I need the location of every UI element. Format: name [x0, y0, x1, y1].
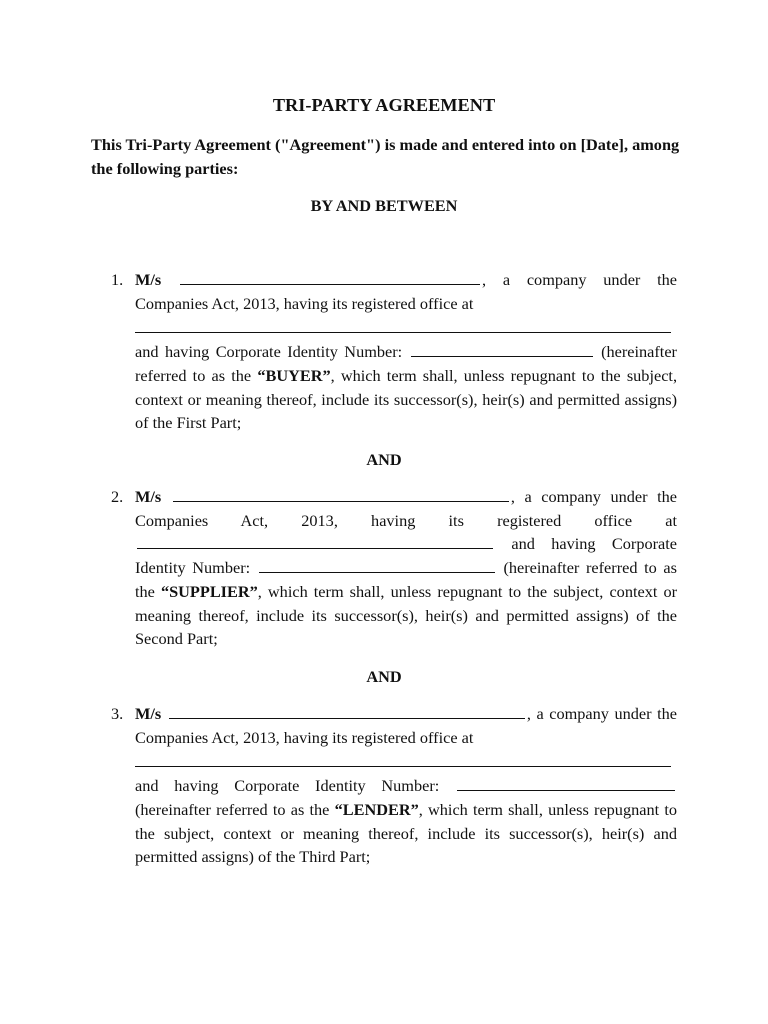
ref-close-text: , which term shall, unless repugnant to the subject, context or meaning thereof, include its successor(s), heir(s) and permitted assigns) of the Second Part; [135, 581, 678, 649]
party-2-body [135, 485, 677, 651]
cin-blank [411, 341, 593, 357]
cin-text: and having Corporate Identity Number: [135, 534, 677, 578]
intro-paragraph: This Tri-Party Agreement ("Agreement") is made and entered into on [Date], among the following parties: [91, 135, 680, 178]
ref-open-text: (hereinafter referred to as the [135, 558, 677, 601]
role-buyer: “BUYER” [257, 365, 331, 385]
company-name-blank [173, 486, 509, 502]
party-number: 2. [111, 487, 124, 506]
party-number: 3. [111, 704, 124, 723]
party-3-clause [111, 702, 678, 869]
party-3-body [135, 702, 677, 869]
and-separator-2: AND [366, 667, 402, 686]
registered-office-blank [135, 315, 671, 333]
registered-office-blank [137, 533, 493, 549]
by-and-between-heading: BY AND BETWEEN [310, 196, 458, 215]
company-text: , a company under the Companies Act, 2013, having its registered office at [135, 487, 678, 530]
ref-open-text: (hereinafter referred to as the [135, 342, 677, 385]
company-name-blank [169, 703, 525, 719]
ref-close-text: , which term shall, unless repugnant to the subject, context or meaning thereof, include its successor(s), heir(s) and permitted assigns) of the First Part; [135, 365, 678, 433]
cin-blank [457, 775, 675, 791]
ms-label: M/s [135, 487, 162, 506]
cin-text: and having Corporate Identity Number: [135, 342, 403, 362]
role-lender: “LENDER” [334, 799, 419, 819]
party-number: 1. [111, 270, 124, 289]
party-1-clause [111, 268, 678, 435]
role-supplier: “SUPPLIER” [160, 581, 258, 601]
document-title: TRI-PARTY AGREEMENT [272, 95, 496, 115]
ms-label: M/s [135, 704, 162, 723]
ref-close-text: , which term shall, unless repugnant to the subject, context or meaning thereof, include its successor(s), heir(s) and permitted assigns) of the Third Part; [135, 799, 677, 867]
party-1-body [135, 268, 677, 435]
cin-blank [259, 557, 495, 573]
company-text: , a company under the Companies Act, 2013, having its registered office at [135, 704, 678, 747]
party-2-clause [111, 485, 678, 651]
cin-text: and having Corporate Identity Number: [135, 776, 440, 796]
ref-open-text: (hereinafter referred to as the [135, 799, 335, 819]
and-separator-1: AND [366, 450, 402, 469]
company-name-blank [180, 269, 480, 285]
ms-label: M/s [135, 270, 162, 289]
registered-office-blank [135, 749, 671, 767]
company-text: , a company under the Companies Act, 2013, having its registered office at [135, 270, 677, 313]
